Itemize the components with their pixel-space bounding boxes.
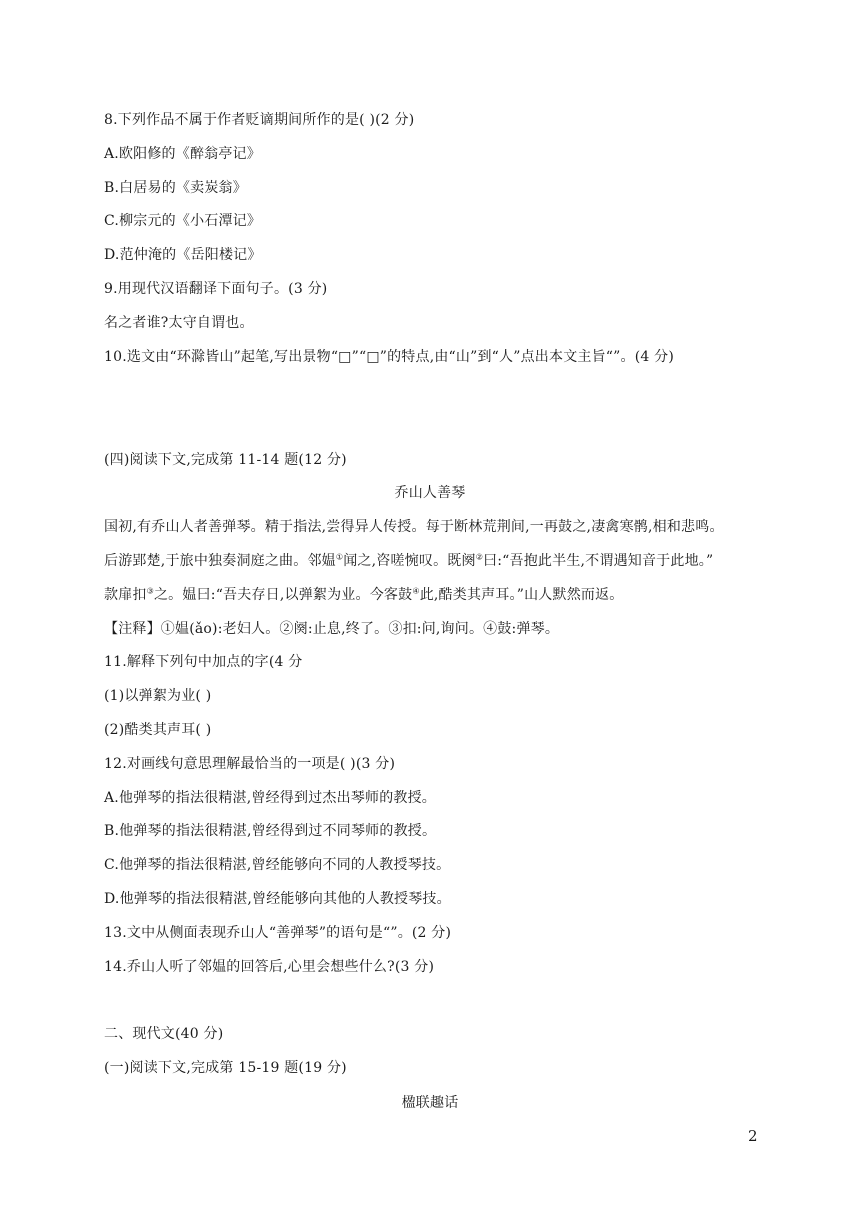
essay-title: 楹联趣话	[401, 1095, 459, 1111]
q11-item-1: (1)以弹絮为业( )	[104, 688, 212, 704]
q8-option-c: C.柳宗元的《小石潭记》	[104, 213, 262, 229]
q12-option-a: A.他弹琴的指法很精湛,曾经得到过杰出琴师的教授。	[104, 790, 437, 806]
footnote-ref-3: ③	[146, 586, 154, 596]
page-number: 2	[748, 1127, 758, 1145]
passage-notes: 【注释】①媪(ǎo):老妇人。②阕:止息,终了。③扣:问,询问。④鼓:弹琴。	[104, 621, 560, 637]
q10-stem: 10.选文由“环滁皆山”起笔,写出景物“□”“□”的特点,由“山”到“人”点出本文主旨“”。(4 分)	[104, 349, 674, 365]
q9-stem: 9.用现代汉语翻译下面句子。(3 分)	[104, 281, 328, 297]
q8-option-d: D.范仲淹的《岳阳楼记》	[104, 247, 262, 263]
q12-option-d: D.他弹琴的指法很精湛,曾经能够向其他的人教授琴技。	[104, 891, 451, 907]
q12-option-b: B.他弹琴的指法很精湛,曾经得到过不同琴师的教授。	[104, 823, 437, 839]
q14-stem: 14.乔山人听了邻媪的回答后,心里会想些什么?(3 分)	[104, 959, 435, 975]
footnote-ref-4: ④	[412, 586, 420, 596]
q11-item-2: (2)酷类其声耳( )	[104, 722, 212, 738]
footnote-ref-2: ②	[475, 552, 484, 562]
passage-title: 乔山人善琴	[394, 485, 466, 501]
q12-option-c: C.他弹琴的指法很精湛,曾经能够向不同的人教授琴技。	[104, 857, 451, 873]
q12-stem: 12.对画线句意思理解最恰当的一项是( )(3 分)	[104, 756, 396, 772]
q11-stem: 11.解释下列句中加点的字(4 分	[104, 654, 303, 670]
part2-heading: 二、现代文(40 分)	[104, 1026, 224, 1042]
q8-stem: 8.下列作品不属于作者贬谪期间所作的是( )(2 分)	[104, 112, 415, 128]
q8-option-b: B.白居易的《卖炭翁》	[104, 180, 247, 196]
section4-heading: (四)阅读下文,完成第 11-14 题(12 分)	[104, 452, 347, 468]
footnote-ref-1: ①	[335, 552, 344, 562]
q9-sentence: 名之者谁?太守自谓也。	[104, 315, 254, 331]
part2-subheading: (一)阅读下文,完成第 15-19 题(19 分)	[104, 1060, 347, 1076]
passage-line-1: 国初,有乔山人者善弹琴。精于指法,尝得异人传授。每于断林荒荆间,一再鼓之,凄禽寒鹘,相和悲鸣。	[104, 519, 724, 535]
q13-stem: 13.文中从侧面表现乔山人“善弹琴”的语句是“”。(2 分)	[104, 925, 452, 941]
q8-option-a: A.欧阳修的《醉翁亭记》	[104, 146, 261, 162]
passage-line-2: 后游郢楚,于旅中独奏洞庭之曲。邻媪①闻之,咨嗟惋叹。既阕②曰:“吾抱此半生,不谓遇知音于此地。”	[104, 552, 714, 569]
passage-line-3: 款扉扣③之。媪曰:“吾夫存日,以弹絮为业。今客鼓④此,酷类其声耳。”山人默然而返。	[104, 586, 624, 603]
